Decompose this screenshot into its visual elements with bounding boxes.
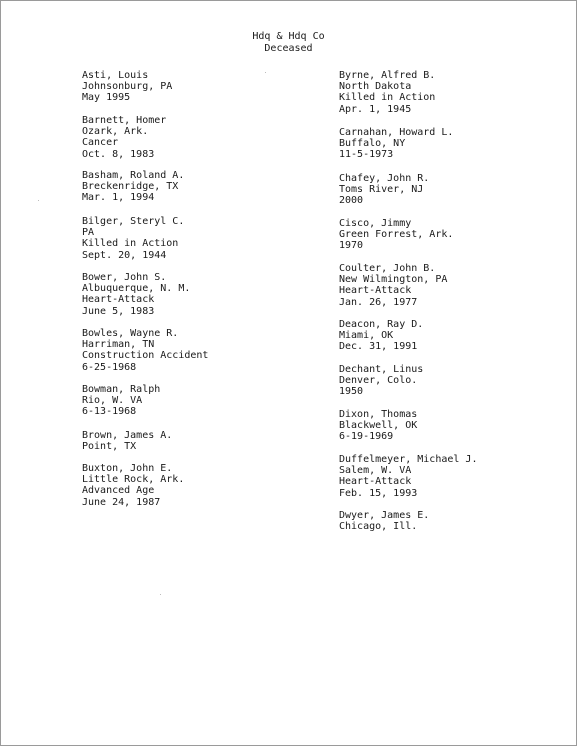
entry-name: Dwyer, James E. xyxy=(339,510,430,521)
entry-name: Duffelmeyer, Michael J. xyxy=(339,454,478,465)
deceased-entry xyxy=(339,263,447,308)
entry-detail: Chicago, Ill. xyxy=(339,521,418,533)
deceased-entry xyxy=(82,170,184,204)
unit-title: Hdq & Hdq Co xyxy=(252,31,325,42)
deceased-entry xyxy=(339,454,477,499)
entry-detail: Albuquerque, N. M. xyxy=(82,283,191,295)
entry-detail: June 5, 1983 xyxy=(82,305,155,317)
entry-detail: Mar. 1, 1994 xyxy=(82,192,155,204)
entry-detail: 1950 xyxy=(339,386,364,398)
entry-detail: PA xyxy=(82,227,95,239)
entry-name: Bowman, Ralph xyxy=(82,384,161,395)
entry-detail: Harriman, TN xyxy=(82,339,155,351)
entry-detail: North Dakota xyxy=(339,81,412,93)
entry-detail: 1970 xyxy=(339,240,364,252)
entry-detail: Advanced Age xyxy=(82,485,155,497)
entry-name: Dechant, Linus xyxy=(339,364,424,375)
entry-detail: Oct. 8, 1983 xyxy=(82,148,155,160)
deceased-entry xyxy=(82,328,208,373)
entry-detail: New Wilmington, PA xyxy=(339,274,448,286)
entry-detail: Apr. 1, 1945 xyxy=(339,103,412,115)
entry-name: Dixon, Thomas xyxy=(339,409,418,420)
deceased-entry xyxy=(339,173,429,207)
entry-detail: Salem, W. VA xyxy=(339,465,412,477)
entry-detail: Buffalo, NY xyxy=(339,138,406,150)
deceased-entry xyxy=(82,272,190,317)
entry-name: Carnahan, Howard L. xyxy=(339,127,454,138)
entry-detail: Feb. 15, 1993 xyxy=(339,487,418,499)
entry-detail: Sept. 20, 1944 xyxy=(82,249,167,261)
deceased-entry xyxy=(82,70,172,104)
deceased-entry xyxy=(339,70,435,115)
entry-name: Bowles, Wayne R. xyxy=(82,328,179,339)
deceased-entry xyxy=(339,319,423,353)
entry-detail: Dec. 31, 1991 xyxy=(339,341,418,353)
entry-name: Brown, James A. xyxy=(82,430,173,441)
deceased-entry xyxy=(82,216,184,261)
entry-detail: Little Rock, Ark. xyxy=(82,474,185,486)
entry-detail: Ozark, Ark. xyxy=(82,126,149,138)
entry-detail: Heart-Attack xyxy=(339,476,412,488)
entry-detail: Heart-Attack xyxy=(82,294,155,306)
entry-detail: 11-5-1973 xyxy=(339,149,394,161)
scan-speck xyxy=(38,200,39,201)
entry-detail: Blackwell, OK xyxy=(339,420,418,432)
entry-detail: Killed in Action xyxy=(82,238,179,250)
entry-detail: Point, TX xyxy=(82,441,137,453)
entry-name: Cisco, Jimmy xyxy=(339,218,412,229)
entry-detail: Heart-Attack xyxy=(339,285,412,297)
document-heading xyxy=(0,31,577,54)
deceased-entry xyxy=(339,218,453,252)
deceased-entry xyxy=(82,430,172,452)
entry-detail: June 24, 1987 xyxy=(82,496,161,508)
entry-name: Byrne, Alfred B. xyxy=(339,70,436,81)
deceased-entry xyxy=(339,364,423,398)
deceased-entry xyxy=(339,127,453,161)
entry-name: Coulter, John B. xyxy=(339,263,436,274)
entry-detail: Denver, Colo. xyxy=(339,375,418,387)
entry-name: Bower, John S. xyxy=(82,272,167,283)
entry-name: Chafey, John R. xyxy=(339,173,430,184)
entry-detail: Johnsonburg, PA xyxy=(82,81,173,93)
entry-name: Bilger, Steryl C. xyxy=(82,216,185,227)
deceased-entry xyxy=(82,463,184,508)
scan-speck xyxy=(160,594,161,595)
entry-detail: 6-25-1968 xyxy=(82,361,137,373)
entry-detail: Construction Accident xyxy=(82,350,209,362)
entry-detail: Miami, OK xyxy=(339,330,394,342)
entry-name: Barnett, Homer xyxy=(82,115,167,126)
entry-detail: Toms River, NJ xyxy=(339,184,424,196)
entry-name: Asti, Louis xyxy=(82,70,149,81)
entry-detail: May 1995 xyxy=(82,92,131,104)
entry-name: Buxton, John E. xyxy=(82,463,173,474)
entry-detail: 6-19-1969 xyxy=(339,431,394,443)
entry-name: Basham, Roland A. xyxy=(82,170,185,181)
entry-detail: Rio, W. VA xyxy=(82,395,143,407)
entry-detail: Breckenridge, TX xyxy=(82,181,179,193)
deceased-entry xyxy=(339,409,417,443)
deceased-entry xyxy=(339,510,429,532)
scan-speck xyxy=(265,72,266,73)
entry-detail: 2000 xyxy=(339,195,364,207)
deceased-entry xyxy=(82,384,160,418)
entry-detail: Killed in Action xyxy=(339,92,436,104)
status-title: Deceased xyxy=(264,42,313,54)
entry-name: Deacon, Ray D. xyxy=(339,319,424,330)
entry-detail: Jan. 26, 1977 xyxy=(339,296,418,308)
entry-detail: Green Forrest, Ark. xyxy=(339,229,454,241)
entry-detail: 6-13-1968 xyxy=(82,406,137,418)
deceased-entry xyxy=(82,115,166,160)
entry-detail: Cancer xyxy=(82,137,119,149)
